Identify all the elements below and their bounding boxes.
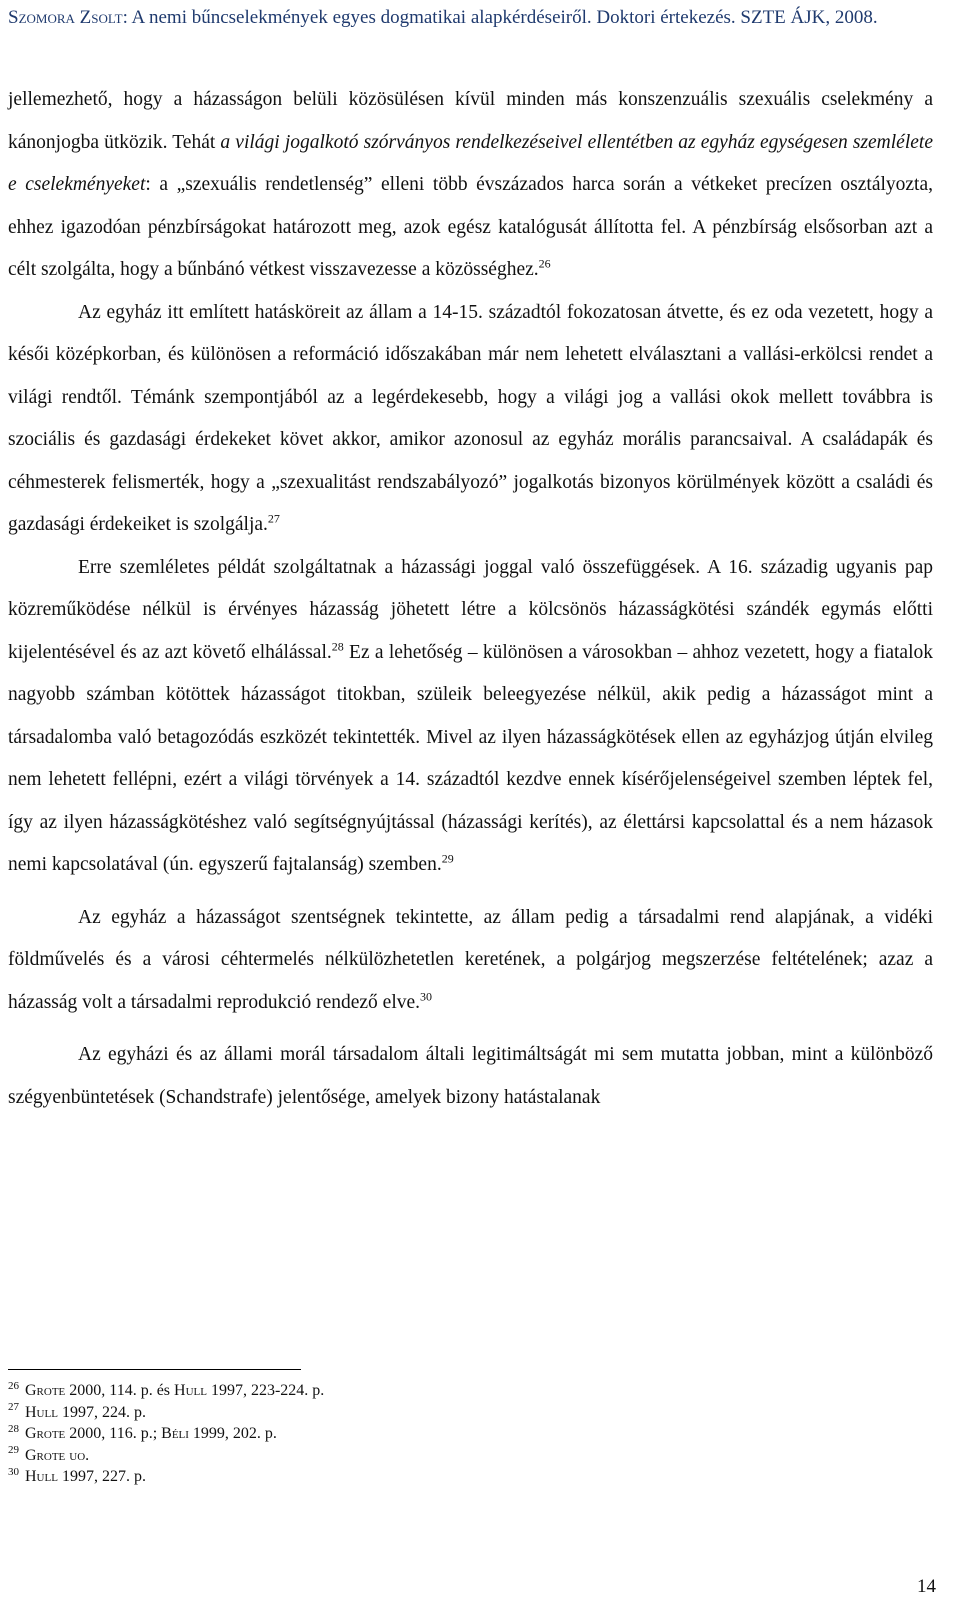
- footnote-author: Grote: [25, 1382, 66, 1399]
- footnote-author: Grote: [25, 1425, 66, 1442]
- italic-text: a világi jogalkotó szórványos rendelkezéseivel ellentétben az egyház egységesen szemlélete e cselekményeket: [8, 131, 933, 195]
- footnote-ref: 29: [441, 851, 454, 866]
- footnote-number: 27: [8, 1401, 19, 1414]
- footnote: [8, 1380, 908, 1402]
- text-run: : a „szexuális rendetlenség” elleni több évszázados harca során a vétkeket precízen osztályozta, ehhez igazodóan pénzbírságokat határozott meg, azok egész katalógusát állította fel. A pénzbírság elsősorban azt a célt szolgálta, hogy a bűnbánó vétkest visszavezesse a közösséghez.: [8, 174, 933, 280]
- footnote-ref: 30: [420, 989, 433, 1003]
- footnote: [8, 1402, 908, 1424]
- footnotes: [8, 1380, 908, 1488]
- footnote-text: 1997, 224. p.: [57, 1403, 146, 1421]
- paragraph: [8, 292, 933, 547]
- footnote-separator: [8, 1369, 301, 1370]
- footnote-number: 30: [8, 1465, 19, 1478]
- footnote-number: 26: [8, 1379, 19, 1392]
- footnote-text: 2000, 116. p.;: [65, 1425, 162, 1442]
- header-author: Szomora Zsolt: [8, 7, 123, 28]
- footnote-text: 2000, 114. p. és: [65, 1382, 175, 1399]
- running-header: [8, 4, 938, 32]
- header-title: : A nemi bűncselekmények egyes dogmatikai alapkérdéseiről. Doktori értekezés. SZTE ÁJK, 2008.: [122, 7, 878, 28]
- body-text: [8, 79, 933, 1119]
- paragraph: [8, 547, 933, 887]
- footnote-author: Hull: [25, 1403, 58, 1421]
- page-number: 14: [917, 1576, 936, 1597]
- footnote-ref: 27: [267, 511, 280, 526]
- text-run: Ez a lehetőség – különösen a városokban – ahhoz vezetett, hogy a fiatalok nagyobb számban kötöttek házasságot titokban, szüleik beleegyezése nélkül, akik pedig a házasságot mint a társadalomba való betagozódás eszközét tekintették. Mivel az ilyen házasságkötések ellen az egyházjog útján elvileg nem lehetett fellépni, ezért a világi törvények a 14. századtól kezdve ennek kísérőjelenségeivel szemben léptek fel, így az ilyen házasságkötéshez való segítségnyújtással (házassági kerítés), az élettársi kapcsolattal és a nem házasok nemi kapcsolatával (ún. egyszerű fajtalanság) szemben.: [8, 641, 934, 875]
- paragraph-gap: [8, 887, 933, 897]
- text-run: jellemezhető, hogy a házasságon belüli közösülésen kívül minden más konszenzuális szexuális cselekmény a kánonjogba ütközik. Tehát: [8, 89, 933, 153]
- footnote: [8, 1445, 908, 1467]
- footnote-author: Hull: [25, 1468, 58, 1485]
- paragraph-gap: [8, 1024, 933, 1034]
- text-run: Az egyházi és az állami morál társadalom általi legitimáltságát mi sem mutatta jobban, mint a különböző szégyenbüntetések (Schandstrafe) jelentősége, amelyek bizony hatástalanak: [8, 1044, 933, 1108]
- footnote-text: 1997, 227. p.: [57, 1468, 146, 1485]
- text-run: Az egyház a házasságot szentségnek tekintette, az állam pedig a társadalmi rend alapjának, a vidéki földművelés és a városi céhtermelés nélkülözhetetlen keretének, a polgárjog megszerzése feltételének; azaz a házasság volt a társadalmi reprodukció rendező elve.: [8, 906, 933, 1013]
- footnote-text: 1997, 223-224. p.: [206, 1382, 325, 1399]
- footnote-author: Hull: [174, 1382, 207, 1399]
- footnote-ref: 28: [331, 639, 344, 653]
- paragraph: [8, 1034, 933, 1119]
- footnote-author: Grote uo.: [25, 1446, 90, 1464]
- text-run: Az egyház itt említett hatásköreit az állam a 14-15. századtól fokozatosan átvette, és ez oda vezetett, hogy a késői középkorban, és különösen a reformáció időszakában már nem lehetett elválasztani a vallási-erkölcsi rendet a világi rendtől. Témánk szempontjából az a legérdekesebb, hogy a világi jog a vallási okok mellett továbbra is szociális és gazdasági érdekeket követ akkor, amikor azonosul az egyház morális parancsaival. A családapák és céhmesterek felismerték, hogy a „szexualitást rendszabályozó” jogalkotás bizonyos körülmények között a családi és gazdasági érdekeiket is szolgálja.: [8, 301, 933, 535]
- paragraph: [8, 897, 933, 1025]
- footnote: [8, 1423, 908, 1445]
- paragraph: [8, 79, 933, 292]
- footnote: [8, 1466, 908, 1488]
- footnote-ref: 26: [538, 256, 551, 271]
- text-run: Erre szemléletes példát szolgáltatnak a házassági joggal való összefüggések. A 16. századig ugyanis pap közreműködése nélkül is érvényes házasság jöhetett létre a kölcsönös házasságkötési szándék egymás előtti kijelentésével és az azt követő elhálással.: [8, 556, 933, 663]
- footnote-text: 1999, 202. p.: [188, 1425, 277, 1442]
- footnote-author: Béli: [161, 1425, 189, 1442]
- footnote-number: 28: [8, 1422, 19, 1435]
- footnote-number: 29: [8, 1444, 19, 1457]
